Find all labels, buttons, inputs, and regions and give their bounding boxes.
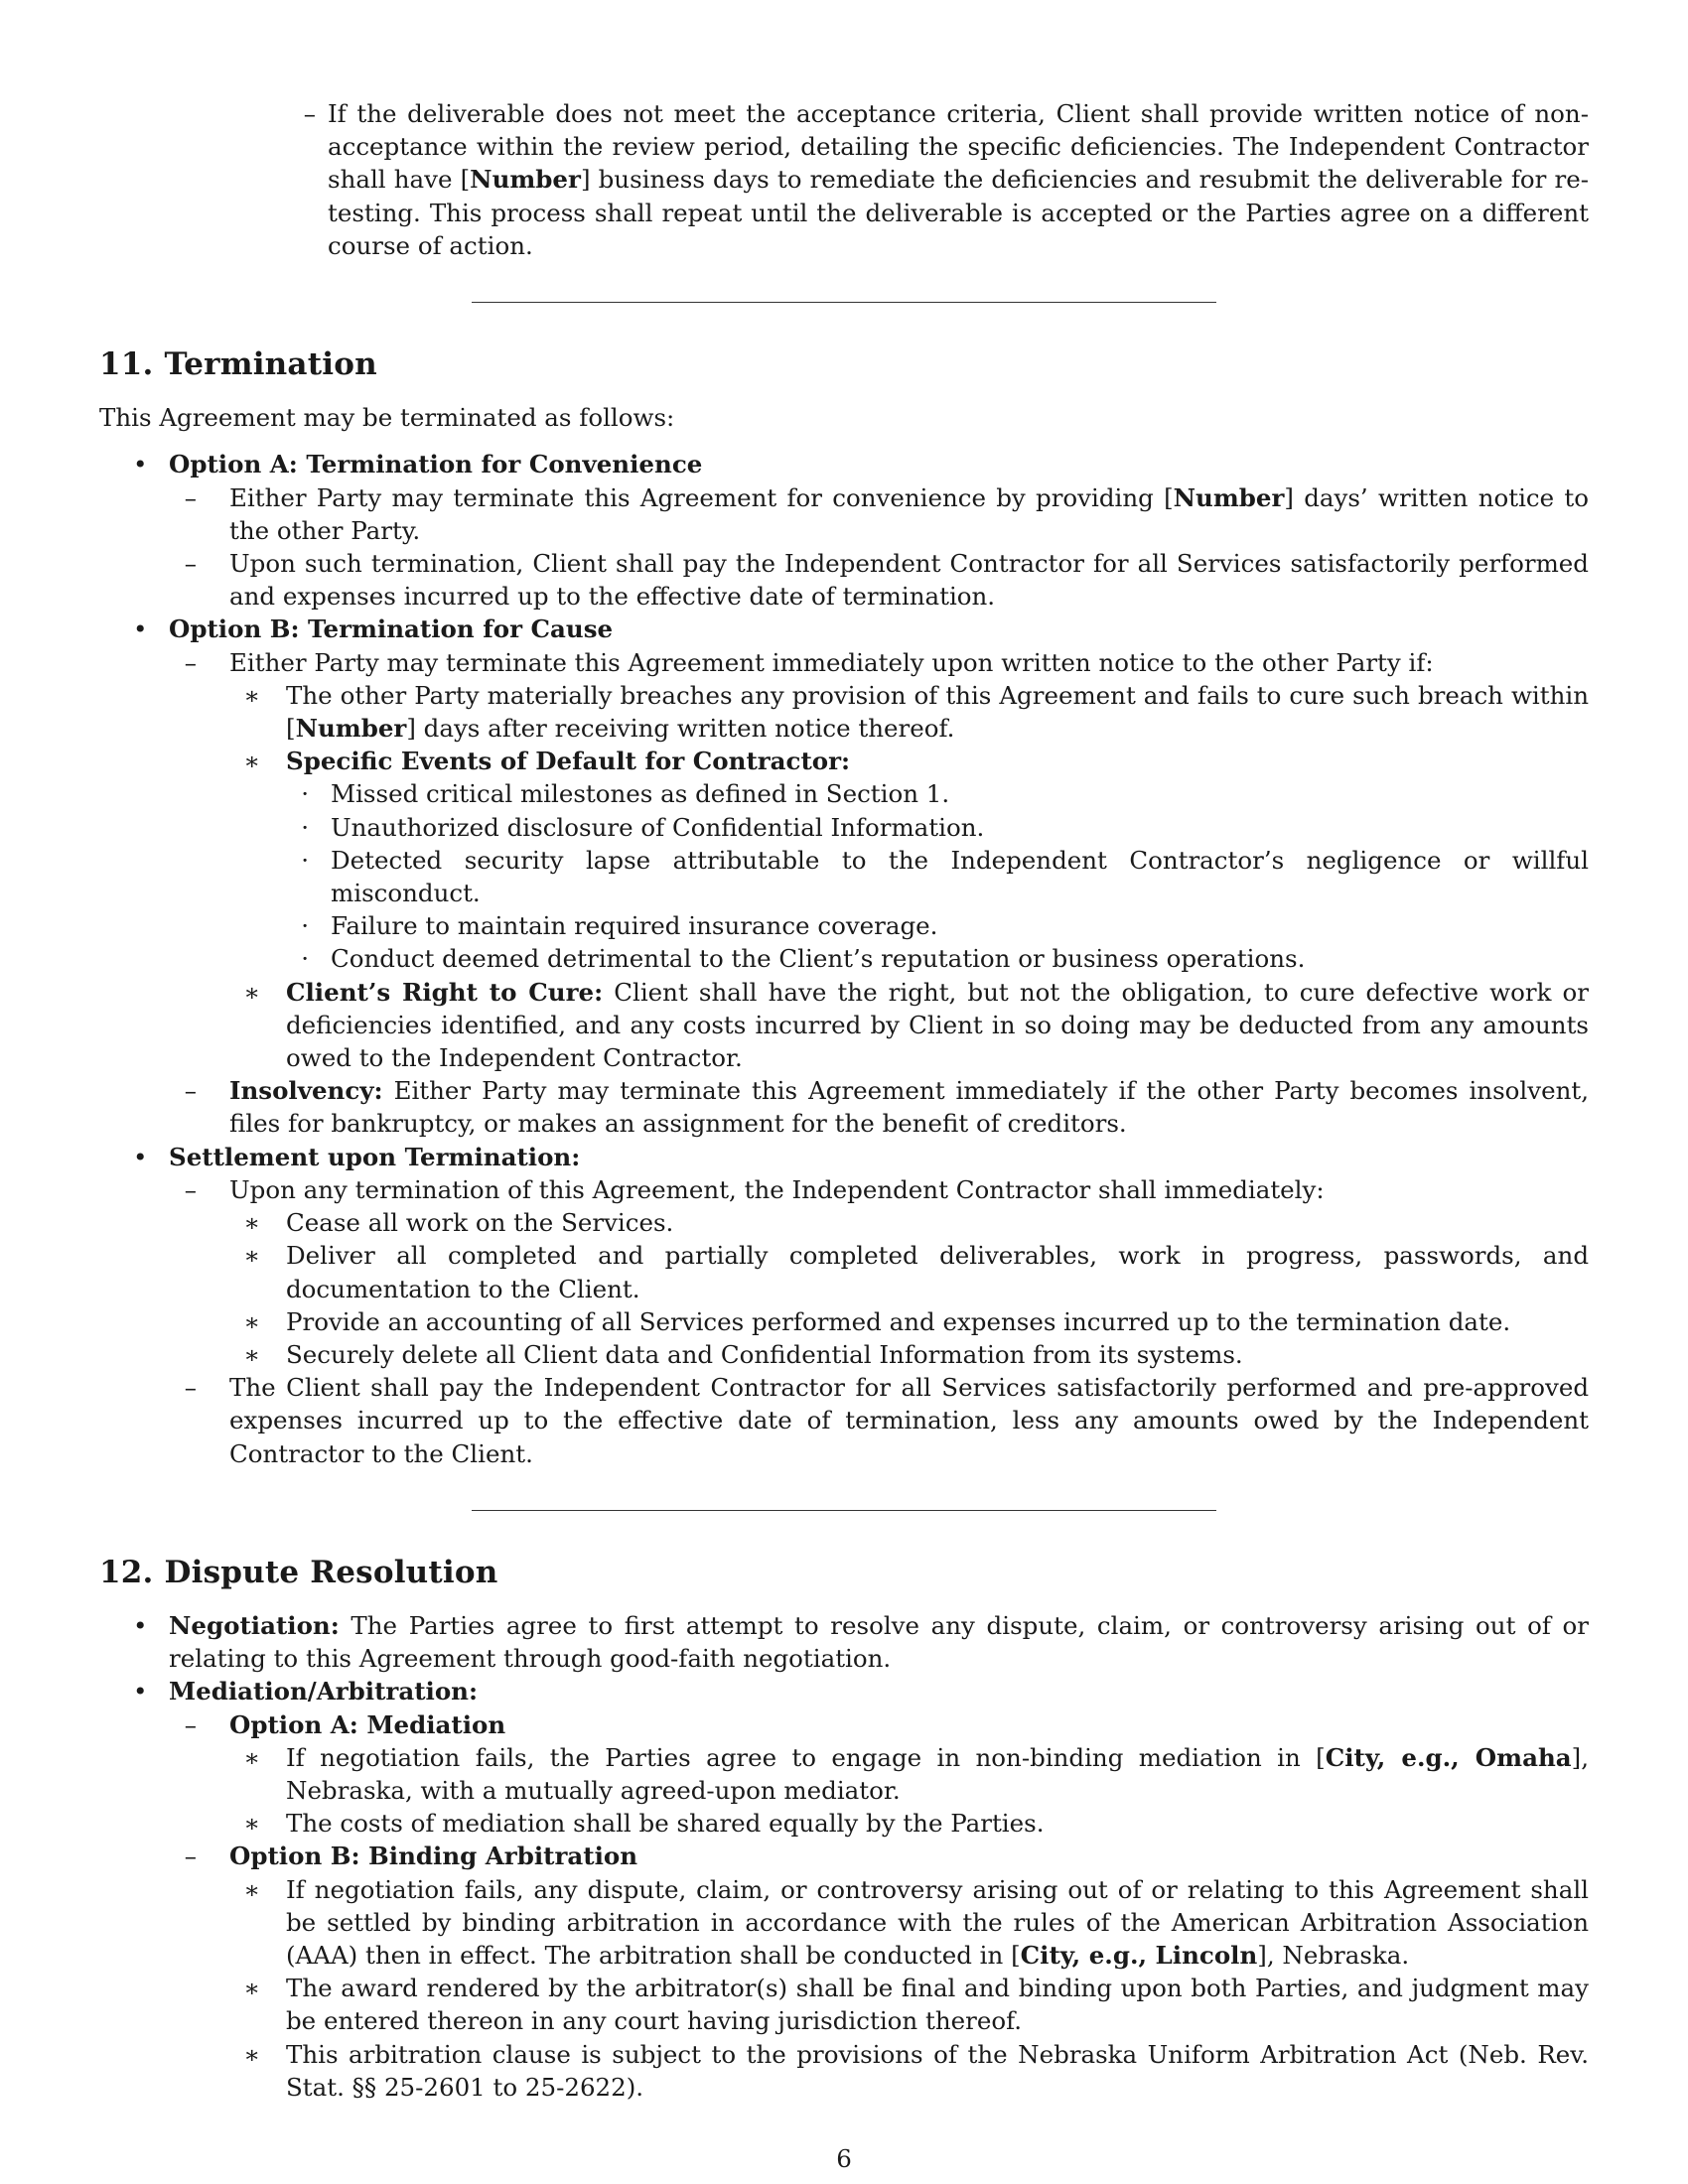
list-item: – Either Party may terminate this Agreement immediately upon written notice to the other Party if: ∗ The other Party materially breaches any provision of this Agreement and fails to cure such breach within [Number] days after receiving written notice thereof. ∗ Specific Events of Default for Contractor: · Missed critical milestones as defined in Section 1. · Unauthorized disclosure of Confidential Information. · Detected security lapse attributable to the Independent Contractor’s negligence or willful misconduct. · Failure to maintain required insurance coverage. · Conduct deemed detrimental to the Client’s reputation or business operations. ∗ Client’s Right to Cure: Client shall have the right, but not the obligation, to cure defective work or deficiencies identified, and any costs incurred by Client in so doing may be deducted from any amounts owed to the Independent Contractor. xyxy=(169,646,1589,1075)
list-item: – Option A: Mediation ∗ If negotiation fails, the Parties agree to engage in non-binding mediation in [City, e.g., Omaha], Nebraska, with a mutually agreed-upon mediator. ∗ The costs of mediation shall be shared equally by the Parties. xyxy=(169,1708,1589,1841)
section-divider xyxy=(472,1510,1216,1511)
list-item: – Option B: Binding Arbitration ∗ If negotiation fails, any dispute, claim, or controversy arising out of or relating to this Agreement shall be settled by binding arbitration in accordance with the rules of the American Arbitration Association (AAA) then in effect. The arbitration shall be conducted in [City, e.g., Lincoln], Nebraska. ∗ The award rendered by the arbitrator(s) shall be final and binding upon both Parties, and judgment may be entered thereon in any court having jurisdiction thereof. ∗ This arbitration clause is subject to the provisions of the Nebraska Uniform Arbitration Act (Neb. Rev. Stat. §§ 25-2601 to 25-2622). xyxy=(169,1840,1589,2104)
list-item-settlement: • Settlement upon Termination: – Upon any termination of this Agreement, the Independent Contractor shall immediately: ∗ Cease all work on the Services. ∗ Deliver all completed and partially completed deliverables, work in progress, passwords, and documentation to the Client. ∗ Provide an accounting of all Services performed and expenses incurred up to the termination date. ∗ Securely delete all Client data and Confidential Information from its systems. – The Client shall pay the Independent Contractor for all Services satisfactorily performed and pre-approved expenses incurred up to the effective date of termination, less any amounts owed by the Independent Contractor to the Client. xyxy=(99,1141,1589,1470)
list-item: – Upon any termination of this Agreement, the Independent Contractor shall immediately: ∗ Cease all work on the Services. ∗ Deliver all completed and partially completed deliverables, work in progress, passwords, and documentation to the Client. ∗ Provide an accounting of all Services performed and expenses incurred up to the termination date. ∗ Securely delete all Client data and Confidential Information from its systems. xyxy=(169,1173,1589,1371)
list-item-option-b: • Option B: Termination for Cause – Either Party may terminate this Agreement immediately upon written notice to the other Party if: ∗ The other Party materially breaches any provision of this Agreement and fails to cure such breach within [Number] days after receiving written notice thereof. ∗ Specific Events of Default for Contractor: · Missed critical milestones as defined in Section 1. · Unauthorized disclosure of Confidential Information. · Detected security lapse attributable to the Independent Contractor’s negligence or willful misconduct. · Failure to maintain required insurance coverage. · Conduct deemed detrimental to the Client’s reputation or business operations. ∗ Client’s Right to Cure: Client shall have the right, but not the obligation, to cure defective work or deficiencies identified, and any costs incurred by Client in so doing may be deducted from any amounts owed to the Independent Contractor. – Insolvency: Either Party may terminate this Agreement immediately if the other Party becomes insolvent, files for bankruptcy, or makes an assignment for the benefit of creditors. xyxy=(99,613,1589,1140)
list-item: ∗ The award rendered by the arbitrator(s) shall be final and binding upon both Parties, and judgment may be entered thereon in any court having jurisdiction thereof. xyxy=(243,1974,1589,2036)
list-item: – Insolvency: Either Party may terminate this Agreement immediately if the other Party becomes insolvent, files for bankruptcy, or makes an assignment for the benefit of creditors. xyxy=(184,1076,1589,1139)
section-divider xyxy=(472,302,1216,303)
list-item: ∗ If negotiation fails, the Parties agree to engage in non-binding mediation in [City, e.g., Omaha], Nebraska, with a mutually agreed-upon mediator. xyxy=(243,1742,1589,1805)
section-intro: This Agreement may be terminated as follows: xyxy=(99,403,675,433)
list-item: · Missed critical milestones as defined in Section 1. xyxy=(301,779,950,809)
section-heading-dispute-resolution: 12. Dispute Resolution xyxy=(99,1554,498,1590)
list-item: ∗ Cease all work on the Services. xyxy=(243,1208,674,1238)
list-item: · Unauthorized disclosure of Confidential Information. xyxy=(301,812,985,842)
list-item: · Detected security lapse attributable to the Independent Contractor’s negligence or willful misconduct. xyxy=(301,845,1589,908)
list-item: ∗ Specific Events of Default for Contractor: · Missed critical milestones as defined in Section 1. · Unauthorized disclosure of Confidential Information. · Detected security lapse attributable to the Independent Contractor’s negligence or willful misconduct. · Failure to maintain required insurance coverage. · Conduct deemed detrimental to the Client’s reputation or business operations. xyxy=(229,745,1589,975)
list-item-mediation-arbitration: • Mediation/Arbitration: – Option A: Mediation ∗ If negotiation fails, the Parties agree to engage in non-binding mediation in [City, e.g., Omaha], Nebraska, with a mutually agreed-upon mediator. ∗ The costs of mediation shall be shared equally by the Parties. – Option B: Binding Arbitration ∗ If negotiation fails, any dispute, claim, or controversy arising out of or relating to this Agreement shall be settled by binding arbitration in accordance with the rules of the American Arbitration Association (AAA) then in effect. The arbitration shall be conducted in [City, e.g., Lincoln], Nebraska. ∗ The award rendered by the arbitrator(s) shall be final and binding upon both Parties, and judgment may be entered thereon in any court having jurisdiction thereof. ∗ This arbitration clause is subject to the provisions of the Nebraska Uniform Arbitration Act (Neb. Rev. Stat. §§ 25-2601 to 25-2622). xyxy=(99,1675,1589,2104)
list-item: · Conduct deemed detrimental to the Client’s reputation or business operations. xyxy=(301,944,1306,974)
document-page xyxy=(99,97,1589,2104)
list-item: – Upon such termination, Client shall pay the Independent Contractor for all Services satisfactorily performed and expenses incurred up to the effective date of termination. xyxy=(184,549,1589,612)
list-item: ∗ The other Party materially breaches any provision of this Agreement and fails to cure such breach within [Number] days after receiving written notice thereof. xyxy=(243,680,1589,744)
list-item-option-a: • Option A: Termination for Convenience – Either Party may terminate this Agreement for convenience by providing [Number] days’ written notice to the other Party. – Upon such termination, Client shall pay the Independent Contractor for all Services satisfactorily performed and expenses incurred up to the effective date of termination. xyxy=(99,448,1589,613)
section-heading-termination: 11. Termination xyxy=(99,346,377,383)
list-item: ∗ The costs of mediation shall be shared equally by the Parties. xyxy=(243,1809,1045,1839)
carryover-list xyxy=(228,97,1589,262)
list-item: – The Client shall pay the Independent Contractor for all Services satisfactorily performed and pre-approved expenses incurred up to the effective date of termination, less any amounts owed by the Independent Contractor to the Client. xyxy=(184,1373,1589,1468)
list-item: ∗ Client’s Right to Cure: Client shall have the right, but not the obligation, to cure defective work or deficiencies identified, and any costs incurred by Client in so doing may be deducted from any amounts owed to the Independent Contractor. xyxy=(243,977,1589,1073)
page-number: 6 xyxy=(836,2144,852,2173)
list-item-negotiation: • Negotiation: The Parties agree to first attempt to resolve any dispute, claim, or controversy arising out of or relating to this Agreement through good-faith negotiation. xyxy=(133,1610,1589,1674)
list-item: – Either Party may terminate this Agreement for convenience by providing [Number] days’ written notice to the other Party. xyxy=(184,482,1589,545)
list-item: ∗ This arbitration clause is subject to the provisions of the Nebraska Uniform Arbitration Act (Neb. Rev. Stat. §§ 25-2601 to 25-2622). xyxy=(243,2039,1589,2102)
dispute-list xyxy=(99,1609,1589,2104)
list-item: · Failure to maintain required insurance coverage. xyxy=(301,911,938,941)
list-item: ∗ Provide an accounting of all Services performed and expenses incurred up to the termination date. xyxy=(243,1306,1511,1336)
list-item: ∗ Deliver all completed and partially completed deliverables, work in progress, passwords, and documentation to the Client. xyxy=(243,1241,1589,1303)
list-item: ∗ If negotiation fails, any dispute, claim, or controversy arising out of or relating to this Agreement shall be settled by binding arbitration in accordance with the rules of the American Arbitration Association (AAA) then in effect. The arbitration shall be conducted in [City, e.g., Lincoln], Nebraska. xyxy=(243,1874,1589,1970)
list-item: – If the deliverable does not meet the acceptance criteria, Client shall provide written notice of non-acceptance within the review period, detailing the specific deficiencies. The Independent Contractor shall have [Number] business days to remediate the deficiencies and resubmit the deliverable for re-testing. This process shall repeat until the deliverable is accepted or the Parties agree on a different course of action. xyxy=(303,99,1589,260)
termination-list xyxy=(99,448,1589,1469)
list-item: ∗ Securely delete all Client data and Confidential Information from its systems. xyxy=(243,1339,1243,1369)
